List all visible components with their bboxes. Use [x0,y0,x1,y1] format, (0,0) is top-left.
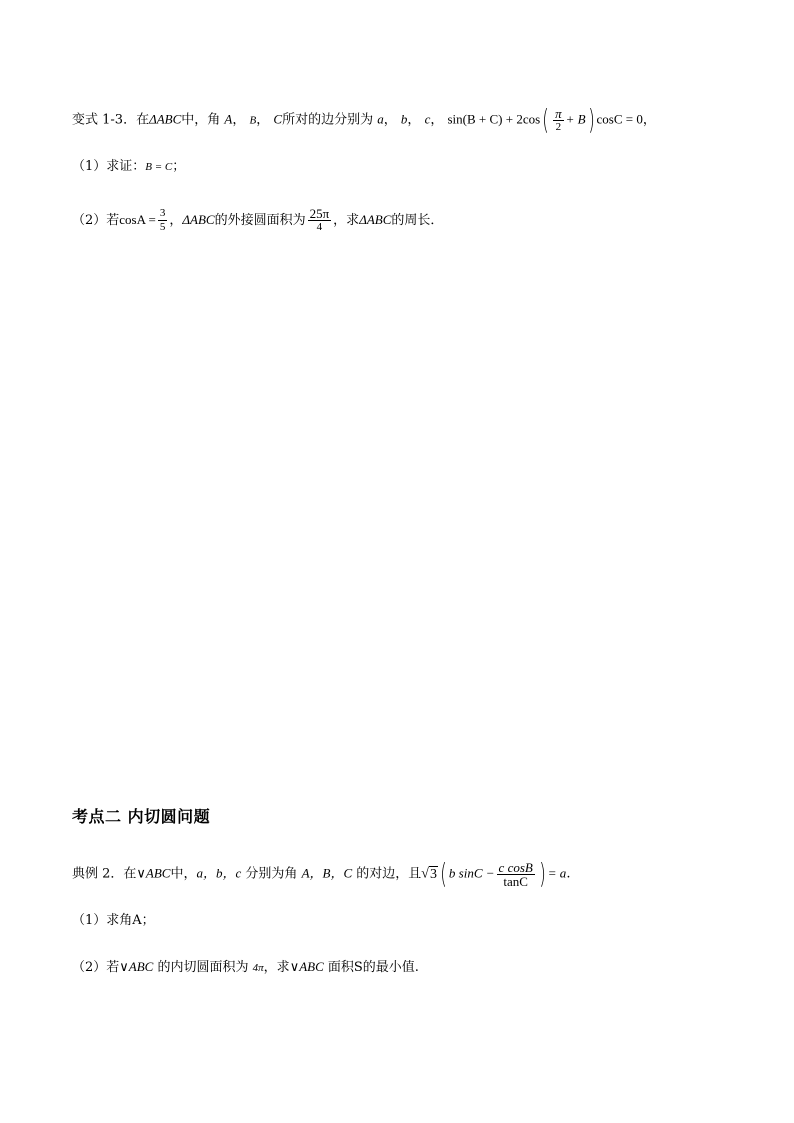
variant-question-1 [72,158,185,176]
q1-label: （1）求证： [72,159,146,174]
q1-math: B = C [145,161,173,173]
q1-end: ； [172,159,186,174]
separator: ， [256,112,270,128]
variant-side-c: c [424,111,431,127]
fraction-numerator: 3 [159,207,166,219]
q2-cos: cosA = [119,212,156,227]
variant-equation-part1: sin(B + C) + 2cos [447,111,541,127]
variant-question-2 [72,207,443,234]
eq2-label: （2）若 [72,960,120,975]
q2-area-fraction [308,207,332,234]
example-question-1: （1）求角A； [72,913,155,928]
fraction-numerator: 25π [309,206,330,221]
left-paren: ( [440,857,447,890]
variant-triangle: ΔABC [149,111,182,127]
example-eq-part2: = a [547,865,567,881]
sqrt-radicand: 3 [429,866,437,882]
q2-text: 的外接圆面积为 [214,213,306,228]
example-text3: 的对边，且 [356,866,422,882]
example-text2: 分别为角 [245,866,298,882]
eq2-text2: ，求 [263,960,290,975]
fraction-numerator: π [555,105,562,121]
variant-text-after-triangle: 中，角 [181,112,221,128]
separator: ， [430,112,444,128]
variant-side-b: b [400,111,408,127]
variant-intro: 变式 1-3．在 [72,112,150,128]
q2-fraction [158,207,168,234]
q2-triangle2: ΔABC [359,212,392,227]
fraction-denominator: tanC [503,873,528,889]
example-angles: A，B，C [301,865,353,881]
variant-text-sides: 所对的边分别为 [282,112,374,128]
section-heading: 考点二 内切圆问题 [72,807,211,826]
example-text1: 中， [170,866,197,882]
eq2-text: 的内切圆面积为 [157,960,249,975]
variant-equation-part2: + B [565,111,586,127]
sqrt-expression: √3 [421,866,437,882]
example-problem-statement [72,857,571,890]
separator: ， [169,213,183,228]
end-punct: ， [642,112,656,128]
example-intro: 典例 2．在 [72,866,137,882]
fraction-denominator: 2 [555,120,562,133]
separator: ， [407,112,421,128]
fraction-denominator: 4 [316,221,323,233]
eq2-triangle: ∨ABC [119,959,154,974]
left-paren: ( [542,103,549,136]
variant-angle-a: A [224,111,233,127]
example-question-2 [72,958,419,977]
variant-side-a: a [377,111,384,127]
example-eq-fraction [497,861,535,888]
q2-text3: 的周长． [391,213,444,228]
right-paren: ) [587,103,595,136]
q2-triangle: ΔABC [182,212,215,227]
eq2-triangle2: ∨ABC [289,959,324,974]
example-eq-part1: b sinC − [448,865,495,881]
example-triangle: ∨ABC [136,865,171,881]
eq2-text3: 面积S的最小值. [327,960,419,975]
variant-angle-b: B [249,114,257,127]
q2-text2: ，求 [333,213,360,228]
eq2-area: 4π [252,962,264,974]
fraction-numerator: c cosB [498,859,533,875]
right-paren: ) [539,857,546,890]
variant-angle-c: C [273,111,283,127]
example-end: . [566,866,571,882]
variant-eq-fraction [553,107,564,134]
separator: ， [232,112,246,128]
example-sides: a，b，c [196,865,242,881]
variant-problem-statement [72,103,656,136]
fraction-denominator: 5 [159,221,166,233]
q2-label: （2）若 [72,213,120,228]
variant-equation-part3: cosC = 0 [596,111,643,127]
separator: ， [383,112,397,128]
